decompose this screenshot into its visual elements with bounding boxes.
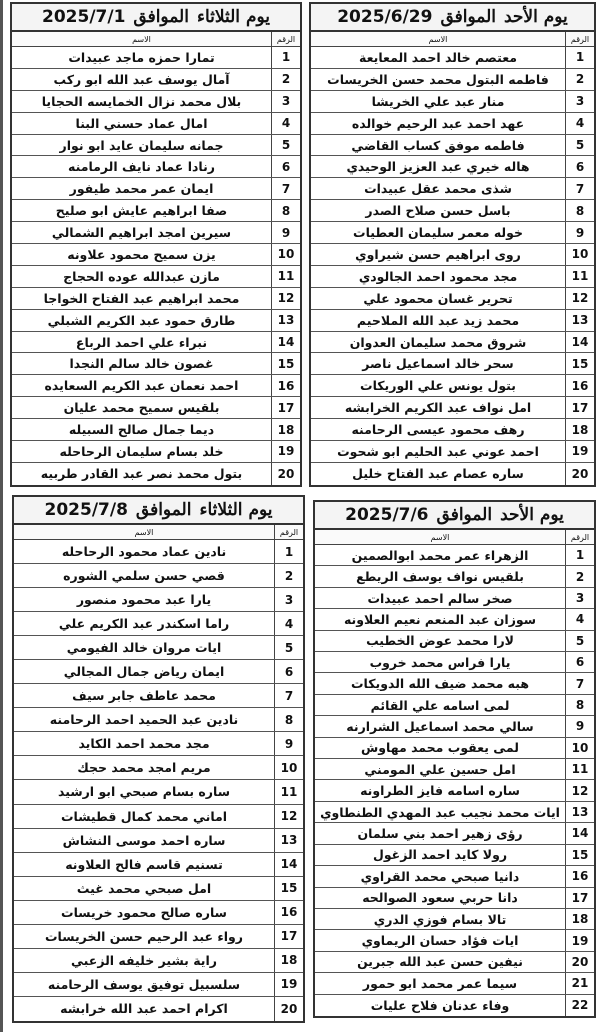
student-name: نادين عبد الحميد احمد الرحامنه <box>49 712 239 728</box>
student-name: لمى يعقوب محمد مهاوش <box>361 740 519 756</box>
agreed-label: الموافق <box>133 7 189 27</box>
student-name: رواء عبد الرحيم حسن الخريسات <box>45 928 243 944</box>
student-name: امل نواف عبد الكريم الخرابشه <box>344 400 532 416</box>
row-number: 5 <box>271 135 300 156</box>
table-row <box>12 419 300 441</box>
table-row <box>14 997 303 1021</box>
row-number: 10 <box>271 244 300 265</box>
student-name: تسنيم قاسم فالح العلاونه <box>65 856 223 872</box>
table-header-row <box>12 32 300 47</box>
row-number: 11 <box>565 266 594 287</box>
table-date-heading <box>14 497 303 525</box>
student-name: احمد نعمان عبد الكريم السعايده <box>44 378 239 394</box>
student-name: بتول محمد نصر عبد القادر طربيه <box>40 466 243 482</box>
student-name: مجد محمد احمد الكايد <box>78 736 210 752</box>
row-number: 20 <box>271 463 300 485</box>
row-number: 7 <box>565 178 594 199</box>
table-row <box>12 244 300 266</box>
student-name: وفاء عدنان فلاح عليات <box>370 997 510 1013</box>
row-number: 3 <box>565 91 594 112</box>
row-number: 11 <box>274 780 303 803</box>
table-row <box>311 156 594 178</box>
table-row <box>311 135 594 157</box>
student-name: غصون خالد سالم النجدا <box>69 356 214 372</box>
table-row <box>12 222 300 244</box>
table-row <box>315 652 594 673</box>
row-number: 8 <box>271 200 300 221</box>
student-name: قصي حسن سلمي الشوره <box>63 568 225 584</box>
table-row <box>12 113 300 135</box>
student-name: يارا عبد محمود منصور <box>76 592 212 608</box>
row-number: 20 <box>565 463 594 485</box>
row-number: 17 <box>271 397 300 418</box>
table-row <box>14 973 303 997</box>
student-name: ايمان عمر محمد طيفور <box>69 181 214 197</box>
row-number: 16 <box>565 375 594 396</box>
table-row <box>315 995 594 1016</box>
row-number: 19 <box>271 441 300 462</box>
row-number: 8 <box>565 695 594 715</box>
table-row <box>12 441 300 463</box>
row-number: 11 <box>565 759 594 779</box>
row-number: 14 <box>271 332 300 353</box>
row-number: 15 <box>565 845 594 865</box>
table-row <box>12 353 300 375</box>
table-row <box>12 47 300 69</box>
table-row <box>311 419 594 441</box>
table-row <box>12 156 300 178</box>
table-row <box>311 113 594 135</box>
column-header-number: الرقم <box>565 530 594 544</box>
student-name: جمانه سليمان عايد ابو نوار <box>59 137 224 153</box>
student-name: ديما جمال صالح السبيله <box>68 422 215 438</box>
row-number: 3 <box>565 588 594 608</box>
row-number: 7 <box>274 684 303 707</box>
student-name: محمد ابراهيم عبد الفتاح الخواجا <box>43 290 240 306</box>
table-row <box>315 588 594 609</box>
student-name: آمال يوسف عبد الله ابو ركب <box>53 71 230 87</box>
student-name: دانيا صبحي محمد القراوي <box>360 868 520 884</box>
table-row <box>12 200 300 222</box>
student-name: ايات محمد نجيب عبد المهدي الطنطاوي <box>320 804 560 820</box>
table-row <box>315 909 594 930</box>
student-name: ساره احمد موسى النشاش <box>62 832 226 848</box>
table-row <box>14 829 303 853</box>
table-row <box>315 695 594 716</box>
column-header-name: الاسم <box>428 34 448 44</box>
student-name: لمى اسامه علي القائم <box>370 697 510 713</box>
student-name: شذى محمد عقل عبيدات <box>364 181 512 197</box>
student-name: ساره صالح محمود خريسات <box>61 904 227 920</box>
table-row <box>14 564 303 588</box>
table-header-row <box>14 525 303 540</box>
table-row <box>315 738 594 759</box>
table-row <box>315 759 594 780</box>
day-label: يوم الثلاثاء <box>199 500 273 520</box>
schedule-table-2025-7-1 <box>10 2 302 487</box>
student-name: احمد عوني عبد الحليم ابو شحوت <box>337 443 539 459</box>
row-number: 18 <box>565 909 594 929</box>
table-row <box>315 780 594 801</box>
row-number: 14 <box>565 823 594 843</box>
table-row <box>12 178 300 200</box>
row-number: 5 <box>565 631 594 651</box>
row-number: 6 <box>565 156 594 177</box>
table-row <box>12 69 300 91</box>
student-name: طارق حمود عبد الكريم الشبلي <box>47 312 236 328</box>
row-number: 12 <box>274 805 303 828</box>
row-number: 1 <box>565 47 594 68</box>
row-number: 4 <box>565 609 594 629</box>
row-number: 16 <box>271 375 300 396</box>
column-header-name: الاسم <box>134 527 154 537</box>
table-row <box>315 716 594 737</box>
table-date-heading <box>315 502 594 530</box>
student-name: ايمان رياض جمال المجالي <box>63 664 225 680</box>
row-number: 9 <box>565 716 594 736</box>
student-name: محمد زيد عبد الله الملاحيم <box>356 312 520 328</box>
student-name: سيرين امجد ابراهيم الشمالي <box>51 225 232 241</box>
student-name: يارا فراس محمد خروب <box>369 654 511 670</box>
day-label: يوم الأحد <box>503 7 568 27</box>
table-row <box>311 353 594 375</box>
student-name: دانا حربي سعود الصوالحه <box>362 890 518 906</box>
student-name: مجد محمود احمد الجالودي <box>358 268 518 284</box>
student-name: تالا بسام فوزي الدري <box>373 911 507 927</box>
table-row <box>315 631 594 652</box>
table-row <box>311 375 594 397</box>
table-row <box>311 244 594 266</box>
table-row <box>14 805 303 829</box>
table-row <box>311 47 594 69</box>
table-row <box>14 901 303 925</box>
student-name: راما اسكندر عبد الكريم علي <box>58 616 230 632</box>
row-number: 14 <box>565 332 594 353</box>
row-number: 15 <box>565 353 594 374</box>
schedule-table-2025-7-8 <box>12 495 305 1023</box>
student-name: خلد بسام سليمان الرحاحله <box>59 443 224 459</box>
student-name: امل صبحي محمد غيث <box>76 880 212 896</box>
student-name: بلقيس نواف يوسف الريطع <box>356 569 524 585</box>
table-row <box>12 266 300 288</box>
student-name: نيفين حسن عبد الله جبرين <box>357 954 523 970</box>
row-number: 7 <box>565 673 594 693</box>
table-row <box>14 756 303 780</box>
row-number: 16 <box>274 901 303 924</box>
row-number: 10 <box>565 738 594 758</box>
table-row <box>311 463 594 485</box>
student-name: ساره عصام عبد الفتاح خليل <box>352 466 524 482</box>
row-number: 17 <box>565 888 594 908</box>
schedule-table-2025-6-29 <box>309 2 596 487</box>
table-row <box>12 463 300 485</box>
row-number: 14 <box>274 853 303 876</box>
table-row <box>14 925 303 949</box>
table-row <box>14 684 303 708</box>
row-number: 2 <box>565 69 594 90</box>
row-number: 1 <box>274 540 303 563</box>
table-header-row <box>315 530 594 545</box>
student-name: ساره بسام صبحي ابو ارشيد <box>58 784 230 800</box>
row-number: 5 <box>565 135 594 156</box>
row-number: 10 <box>565 244 594 265</box>
table-row <box>315 930 594 951</box>
table-row <box>311 178 594 200</box>
table-row <box>311 266 594 288</box>
row-number: 6 <box>274 660 303 683</box>
row-number: 9 <box>271 222 300 243</box>
row-number: 5 <box>274 636 303 659</box>
table-row <box>315 973 594 994</box>
day-label: يوم الثلاثاء <box>196 7 270 27</box>
student-name: خوله معمر سليمان العطيات <box>353 225 523 241</box>
student-name: امال عماد حسني البنا <box>75 115 208 131</box>
row-number: 16 <box>565 866 594 886</box>
student-name: مريم امجد محمد حجك <box>77 760 211 776</box>
column-header-number: الرقم <box>565 32 594 46</box>
table-row <box>315 545 594 566</box>
table-row <box>14 540 303 564</box>
row-number: 2 <box>565 566 594 586</box>
row-number: 15 <box>271 353 300 374</box>
student-name: شروق محمد سليمان العدوان <box>349 334 527 350</box>
student-name: نبراء علي احمد الرباع <box>75 334 208 350</box>
row-number: 18 <box>274 949 303 972</box>
student-name: تحرير غسان محمود علي <box>363 290 513 306</box>
student-name: بتول يونس علي الوريكات <box>360 378 516 394</box>
table-date-heading <box>12 4 300 32</box>
table-row <box>315 673 594 694</box>
table-row <box>12 135 300 157</box>
row-number: 9 <box>274 732 303 755</box>
column-header-number: الرقم <box>274 525 303 539</box>
table-row <box>315 609 594 630</box>
row-number: 11 <box>271 266 300 287</box>
table-row <box>311 200 594 222</box>
row-number: 6 <box>271 156 300 177</box>
table-row <box>315 952 594 973</box>
date-value: 2025/7/8 <box>44 500 128 520</box>
student-name: يزن سميح محمود علاونه <box>67 246 216 262</box>
student-name: مازن عبدالله عوده الحجاج <box>63 268 220 284</box>
page-left-border <box>0 0 3 1032</box>
student-name: سوزان عبد المنعم نعيم العلاونه <box>343 611 537 627</box>
table-row <box>14 780 303 804</box>
row-number: 6 <box>565 652 594 672</box>
row-number: 13 <box>565 310 594 331</box>
student-name: اماني محمد كمال قطيشات <box>60 808 228 824</box>
table-row <box>311 288 594 310</box>
table-row <box>14 660 303 684</box>
student-name: فاطمه البتول محمد حسن الخريسات <box>327 71 549 87</box>
table-row <box>14 588 303 612</box>
student-name: ايات مروان خالد الفيومي <box>66 640 222 656</box>
student-name: معتصم خالد احمد المعايعة <box>358 49 518 65</box>
table-row <box>311 441 594 463</box>
row-number: 12 <box>271 288 300 309</box>
table-row <box>315 845 594 866</box>
student-name: سالي محمد اسماعيل الشرارنه <box>346 718 534 734</box>
student-name: محمد عاطف جابر سيف <box>72 688 216 704</box>
table-row <box>14 612 303 636</box>
student-name: ساره اسامه فايز الطراونه <box>360 783 520 799</box>
row-number: 19 <box>565 441 594 462</box>
student-name: امل حسين علي المومني <box>364 761 516 777</box>
student-name: منار عبد علي الخريشا <box>371 93 505 109</box>
student-name: الزهراء عمر محمد ابوالصمين <box>351 547 529 563</box>
student-name: هاله خيري عبد العزيز الوحيدي <box>346 159 530 175</box>
student-name: ايات فؤاد حسان الريماوي <box>361 933 519 949</box>
table-row <box>14 949 303 973</box>
student-name: روى ابراهيم حسن شيراوي <box>355 246 521 262</box>
row-number: 8 <box>565 200 594 221</box>
student-name: صخر سالم احمد عبيدات <box>367 590 513 606</box>
student-name: رنادا عماد نايف الرمامنه <box>68 159 215 175</box>
table-row <box>12 332 300 354</box>
student-name: عهد احمد عبد الرحيم خوالده <box>351 115 525 131</box>
table-row <box>12 91 300 113</box>
student-name: رهف محمود عيسى الرحامنه <box>351 422 525 438</box>
agreed-label: الموافق <box>135 500 192 520</box>
row-number: 13 <box>271 310 300 331</box>
row-number: 13 <box>565 802 594 822</box>
table-row <box>14 636 303 660</box>
date-value: 2025/7/6 <box>345 505 429 525</box>
student-name: هبه محمد ضيف الله الدويكات <box>350 676 530 692</box>
student-name: لارا محمد عوض الخطيب <box>366 633 514 649</box>
table-row <box>12 288 300 310</box>
table-row <box>311 332 594 354</box>
row-number: 1 <box>565 545 594 565</box>
table-header-row <box>311 32 594 47</box>
day-label: يوم الأحد <box>500 505 564 525</box>
student-name: سحر خالد اسماعيل ناصر <box>362 356 514 372</box>
table-row <box>315 802 594 823</box>
row-number: 7 <box>271 178 300 199</box>
row-number: 12 <box>565 780 594 800</box>
student-name: نادين عماد محمود الرحاحله <box>61 544 227 560</box>
table-row <box>14 877 303 901</box>
table-row <box>315 888 594 909</box>
table-row <box>14 732 303 756</box>
column-header-number: الرقم <box>271 32 300 46</box>
row-number: 3 <box>274 588 303 611</box>
row-number: 8 <box>274 708 303 731</box>
agreed-label: الموافق <box>440 7 496 27</box>
student-name: اكرام احمد عبد الله خرابشه <box>60 1001 228 1017</box>
student-name: تمارا حمزه ماجد عبيدات <box>68 49 215 65</box>
student-name: بلال محمد نزال الخمايسه الحجايا <box>41 93 242 109</box>
table-row <box>311 397 594 419</box>
date-value: 2025/7/1 <box>42 7 126 27</box>
row-number: 9 <box>565 222 594 243</box>
table-row <box>315 566 594 587</box>
row-number: 19 <box>274 973 303 996</box>
row-number: 10 <box>274 756 303 779</box>
row-number: 20 <box>274 997 303 1021</box>
row-number: 18 <box>565 419 594 440</box>
row-number: 2 <box>271 69 300 90</box>
row-number: 22 <box>565 995 594 1016</box>
table-row <box>311 310 594 332</box>
table-row <box>12 310 300 332</box>
agreed-label: الموافق <box>436 505 493 525</box>
row-number: 4 <box>565 113 594 134</box>
row-number: 4 <box>271 113 300 134</box>
row-number: 17 <box>565 397 594 418</box>
column-header-name: الاسم <box>132 34 151 44</box>
row-number: 1 <box>271 47 300 68</box>
row-number: 13 <box>274 829 303 852</box>
table-row <box>315 866 594 887</box>
table-row <box>311 69 594 91</box>
student-name: سلسبيل توفيق يوسف الرحامنه <box>47 976 241 992</box>
table-row <box>14 853 303 877</box>
row-number: 21 <box>565 973 594 993</box>
table-date-heading <box>311 4 594 32</box>
row-number: 18 <box>271 419 300 440</box>
row-number: 4 <box>274 612 303 635</box>
student-name: رولا كايد احمد الزغول <box>372 847 508 863</box>
table-row <box>311 91 594 113</box>
student-name: بلقيس سميح محمد عليان <box>63 400 220 416</box>
student-name: سيما عمر محمد ابو حمور <box>362 975 518 991</box>
table-row <box>14 708 303 732</box>
row-number: 15 <box>274 877 303 900</box>
row-number: 12 <box>565 288 594 309</box>
table-row <box>12 397 300 419</box>
student-name: راية بشير خليفه الزعبي <box>71 952 217 968</box>
student-name: صفا ابراهيم عايش ابو صليح <box>55 203 228 219</box>
table-row <box>12 375 300 397</box>
table-row <box>315 823 594 844</box>
schedule-table-2025-7-6 <box>313 500 596 1018</box>
row-number: 20 <box>565 952 594 972</box>
row-number: 19 <box>565 930 594 950</box>
student-name: فاطمه موفق كساب القاضي <box>351 137 525 153</box>
student-name: رؤى زهير احمد بني سلمان <box>357 825 523 841</box>
row-number: 2 <box>274 564 303 587</box>
student-name: باسل حسن صلاح الصدر <box>365 203 511 219</box>
row-number: 3 <box>271 91 300 112</box>
row-number: 17 <box>274 925 303 948</box>
table-row <box>311 222 594 244</box>
column-header-name: الاسم <box>430 532 450 542</box>
date-value: 2025/6/29 <box>337 7 433 27</box>
